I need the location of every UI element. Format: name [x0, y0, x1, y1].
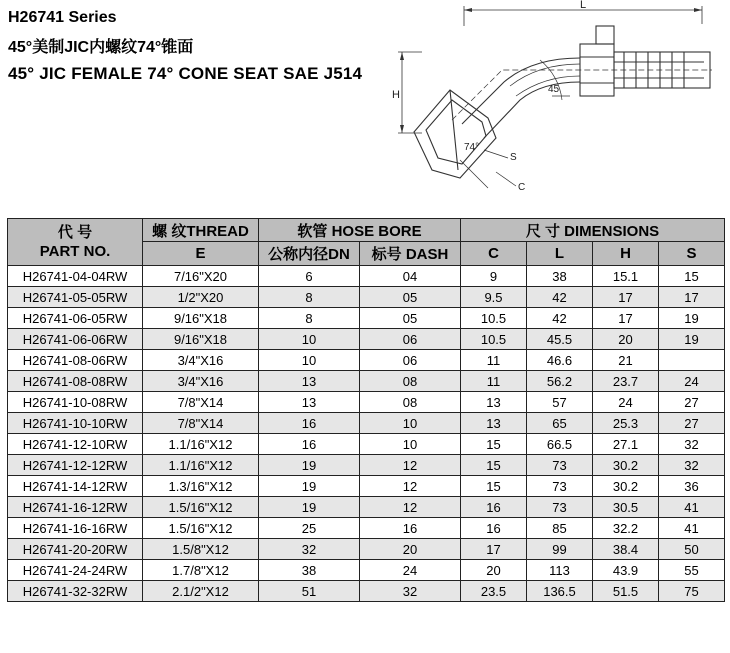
- dim-l-cell: 65: [527, 413, 593, 434]
- dim-h-cell: 25.3: [593, 413, 659, 434]
- dim-s-cell: 19: [659, 329, 725, 350]
- dim-c-cell: 15: [461, 434, 527, 455]
- table-row: [8, 539, 725, 560]
- dim-s-cell: 41: [659, 518, 725, 539]
- table-row: [8, 518, 725, 539]
- spec-table: [7, 218, 725, 602]
- dim-h-cell: 21: [593, 350, 659, 371]
- dim-c-cell: 9: [461, 266, 527, 287]
- dim-l-cell: 113: [527, 560, 593, 581]
- dim-label-s: S: [510, 152, 517, 163]
- part-no-cell: H26741-16-16RW: [8, 518, 143, 539]
- dim-c-cell: 13: [461, 392, 527, 413]
- dim-l-cell: 38: [527, 266, 593, 287]
- dash-cell: 06: [360, 329, 461, 350]
- table-row: [8, 560, 725, 581]
- thread-cell: 7/8"X14: [143, 413, 259, 434]
- thread-cell: 3/4"X16: [143, 350, 259, 371]
- hose-bore-header: 软管 HOSE BORE: [259, 219, 461, 242]
- part-no-cell: H26741-08-08RW: [8, 371, 143, 392]
- part-no-header-en: PART NO.: [39, 243, 111, 260]
- part-no-cell: H26741-05-05RW: [8, 287, 143, 308]
- dim-l-cell: 57: [527, 392, 593, 413]
- dash-cell: 20: [360, 539, 461, 560]
- dim-h-cell: 20: [593, 329, 659, 350]
- thread-cell: 1.3/16"X12: [143, 476, 259, 497]
- dash-cell: 12: [360, 497, 461, 518]
- dn-cell: 13: [259, 392, 360, 413]
- dim-l-cell: 85: [527, 518, 593, 539]
- dash-cell: 12: [360, 476, 461, 497]
- table-row: [8, 329, 725, 350]
- dim-l-cell: 42: [527, 287, 593, 308]
- table-row: [8, 434, 725, 455]
- dim-c-cell: 15: [461, 455, 527, 476]
- dim-l-cell: 45.5: [527, 329, 593, 350]
- dim-s-cell: 55: [659, 560, 725, 581]
- dim-s-cell: 75: [659, 581, 725, 602]
- part-no-cell: H26741-10-10RW: [8, 413, 143, 434]
- dim-l-cell: 73: [527, 476, 593, 497]
- dn-cell: 6: [259, 266, 360, 287]
- dash-cell: 05: [360, 287, 461, 308]
- dim-s-cell: 36: [659, 476, 725, 497]
- dim-l-header: L: [527, 242, 593, 266]
- thread-cell: 1.7/8"X12: [143, 560, 259, 581]
- dim-l-cell: 56.2: [527, 371, 593, 392]
- dim-h-cell: 51.5: [593, 581, 659, 602]
- dim-h-cell: 43.9: [593, 560, 659, 581]
- table-row: [8, 413, 725, 434]
- dn-cell: 13: [259, 371, 360, 392]
- dn-cell: 19: [259, 497, 360, 518]
- thread-cell: 9/16"X18: [143, 329, 259, 350]
- dim-h-cell: 27.1: [593, 434, 659, 455]
- dim-s-cell: 50: [659, 539, 725, 560]
- table-row: [8, 266, 725, 287]
- dn-cell: 10: [259, 350, 360, 371]
- table-row: [8, 371, 725, 392]
- english-title: 45° JIC FEMALE 74° CONE SEAT SAE J514: [8, 64, 363, 83]
- dim-c-cell: 16: [461, 497, 527, 518]
- dim-h-cell: 30.2: [593, 455, 659, 476]
- table-row: [8, 308, 725, 329]
- table-row: [8, 455, 725, 476]
- dim-label-l: L: [580, 0, 587, 11]
- series-title: H26741 Series: [8, 9, 117, 26]
- dim-label-h: H: [392, 89, 400, 101]
- dim-s-cell: 17: [659, 287, 725, 308]
- dn-cell: 19: [259, 455, 360, 476]
- dim-c-cell: 10.5: [461, 308, 527, 329]
- dash-cell: 08: [360, 371, 461, 392]
- dim-h-cell: 15.1: [593, 266, 659, 287]
- part-no-cell: H26741-32-32RW: [8, 581, 143, 602]
- dash-cell: 04: [360, 266, 461, 287]
- part-no-cell: H26741-14-12RW: [8, 476, 143, 497]
- table-row: [8, 476, 725, 497]
- dim-label-74: 74°: [464, 142, 480, 153]
- dn-cell: 25: [259, 518, 360, 539]
- dim-s-cell: 32: [659, 434, 725, 455]
- thread-cell: 3/4"X16: [143, 371, 259, 392]
- dash-cell: 05: [360, 308, 461, 329]
- table-row: [8, 497, 725, 518]
- thread-cell: 1.1/16"X12: [143, 455, 259, 476]
- dim-c-cell: 10.5: [461, 329, 527, 350]
- dim-c-cell: 9.5: [461, 287, 527, 308]
- dim-s-cell: 27: [659, 392, 725, 413]
- dash-cell: 08: [360, 392, 461, 413]
- dim-h-cell: 30.5: [593, 497, 659, 518]
- thread-e-header: E: [143, 242, 259, 266]
- spec-table-body: [8, 266, 725, 602]
- dim-h-cell: 32.2: [593, 518, 659, 539]
- dim-s-cell: 27: [659, 413, 725, 434]
- dash-cell: 06: [360, 350, 461, 371]
- dash-cell: 24: [360, 560, 461, 581]
- dim-l-cell: 66.5: [527, 434, 593, 455]
- dn-cell: 38: [259, 560, 360, 581]
- thread-cell: 2.1/2"X12: [143, 581, 259, 602]
- dim-c-cell: 16: [461, 518, 527, 539]
- thread-cell: 1.5/16"X12: [143, 497, 259, 518]
- dim-s-cell: [659, 350, 725, 371]
- dn-cell: 8: [259, 287, 360, 308]
- dn-cell: 8: [259, 308, 360, 329]
- dim-l-cell: 99: [527, 539, 593, 560]
- table-row: [8, 581, 725, 602]
- thread-cell: 1.1/16"X12: [143, 434, 259, 455]
- dn-cell: 32: [259, 539, 360, 560]
- thread-header: 螺 纹THREAD: [143, 219, 259, 242]
- part-no-cell: H26741-06-05RW: [8, 308, 143, 329]
- table-row: [8, 287, 725, 308]
- dim-h-cell: 38.4: [593, 539, 659, 560]
- dim-c-cell: 11: [461, 350, 527, 371]
- dim-c-cell: 13: [461, 413, 527, 434]
- dim-c-cell: 15: [461, 476, 527, 497]
- part-no-header: [8, 219, 143, 266]
- table-row: [8, 392, 725, 413]
- dn-header: 公称内径DN: [259, 242, 360, 266]
- part-no-cell: H26741-20-20RW: [8, 539, 143, 560]
- dim-h-cell: 24: [593, 392, 659, 413]
- dim-h-cell: 23.7: [593, 371, 659, 392]
- dim-h-cell: 17: [593, 287, 659, 308]
- dn-cell: 19: [259, 476, 360, 497]
- part-no-cell: H26741-10-08RW: [8, 392, 143, 413]
- dim-l-cell: 46.6: [527, 350, 593, 371]
- dash-cell: 10: [360, 434, 461, 455]
- dim-l-cell: 73: [527, 455, 593, 476]
- dn-cell: 16: [259, 434, 360, 455]
- dim-label-45: 45: [548, 84, 560, 95]
- fitting-drawing: [392, 0, 722, 210]
- dim-c-cell: 17: [461, 539, 527, 560]
- thread-cell: 1/2"X20: [143, 287, 259, 308]
- dash-cell: 32: [360, 581, 461, 602]
- dim-l-cell: 73: [527, 497, 593, 518]
- dim-c-header: C: [461, 242, 527, 266]
- dim-h-cell: 30.2: [593, 476, 659, 497]
- part-no-cell: H26741-04-04RW: [8, 266, 143, 287]
- dim-s-cell: 41: [659, 497, 725, 518]
- dim-label-c: C: [518, 182, 526, 193]
- dim-l-cell: 136.5: [527, 581, 593, 602]
- title-block: [8, 6, 362, 85]
- dimensions-header: 尺 寸 DIMENSIONS: [461, 219, 725, 242]
- table-row: [8, 350, 725, 371]
- dash-cell: 16: [360, 518, 461, 539]
- thread-cell: 1.5/16"X12: [143, 518, 259, 539]
- dim-l-cell: 42: [527, 308, 593, 329]
- dim-h-header: H: [593, 242, 659, 266]
- dim-s-cell: 32: [659, 455, 725, 476]
- dash-header: 标号 DASH: [360, 242, 461, 266]
- dn-cell: 16: [259, 413, 360, 434]
- dim-h-cell: 17: [593, 308, 659, 329]
- thread-cell: 7/16"X20: [143, 266, 259, 287]
- dim-s-cell: 19: [659, 308, 725, 329]
- dash-cell: 12: [360, 455, 461, 476]
- dim-c-cell: 11: [461, 371, 527, 392]
- dash-cell: 10: [360, 413, 461, 434]
- dim-s-header: S: [659, 242, 725, 266]
- thread-cell: 1.5/8"X12: [143, 539, 259, 560]
- chinese-title: 45°美制JIC内螺纹74°锥面: [8, 39, 194, 56]
- part-no-cell: H26741-16-12RW: [8, 497, 143, 518]
- dn-cell: 51: [259, 581, 360, 602]
- part-no-cell: H26741-06-06RW: [8, 329, 143, 350]
- dim-s-cell: 24: [659, 371, 725, 392]
- dim-c-cell: 23.5: [461, 581, 527, 602]
- part-no-cell: H26741-08-06RW: [8, 350, 143, 371]
- part-no-cell: H26741-12-12RW: [8, 455, 143, 476]
- dim-c-cell: 20: [461, 560, 527, 581]
- thread-cell: 9/16"X18: [143, 308, 259, 329]
- part-no-cell: H26741-12-10RW: [8, 434, 143, 455]
- table-header-row: [8, 219, 725, 242]
- thread-cell: 7/8"X14: [143, 392, 259, 413]
- part-no-cell: H26741-24-24RW: [8, 560, 143, 581]
- dn-cell: 10: [259, 329, 360, 350]
- part-no-header-cn: 代 号: [57, 224, 93, 241]
- dim-s-cell: 15: [659, 266, 725, 287]
